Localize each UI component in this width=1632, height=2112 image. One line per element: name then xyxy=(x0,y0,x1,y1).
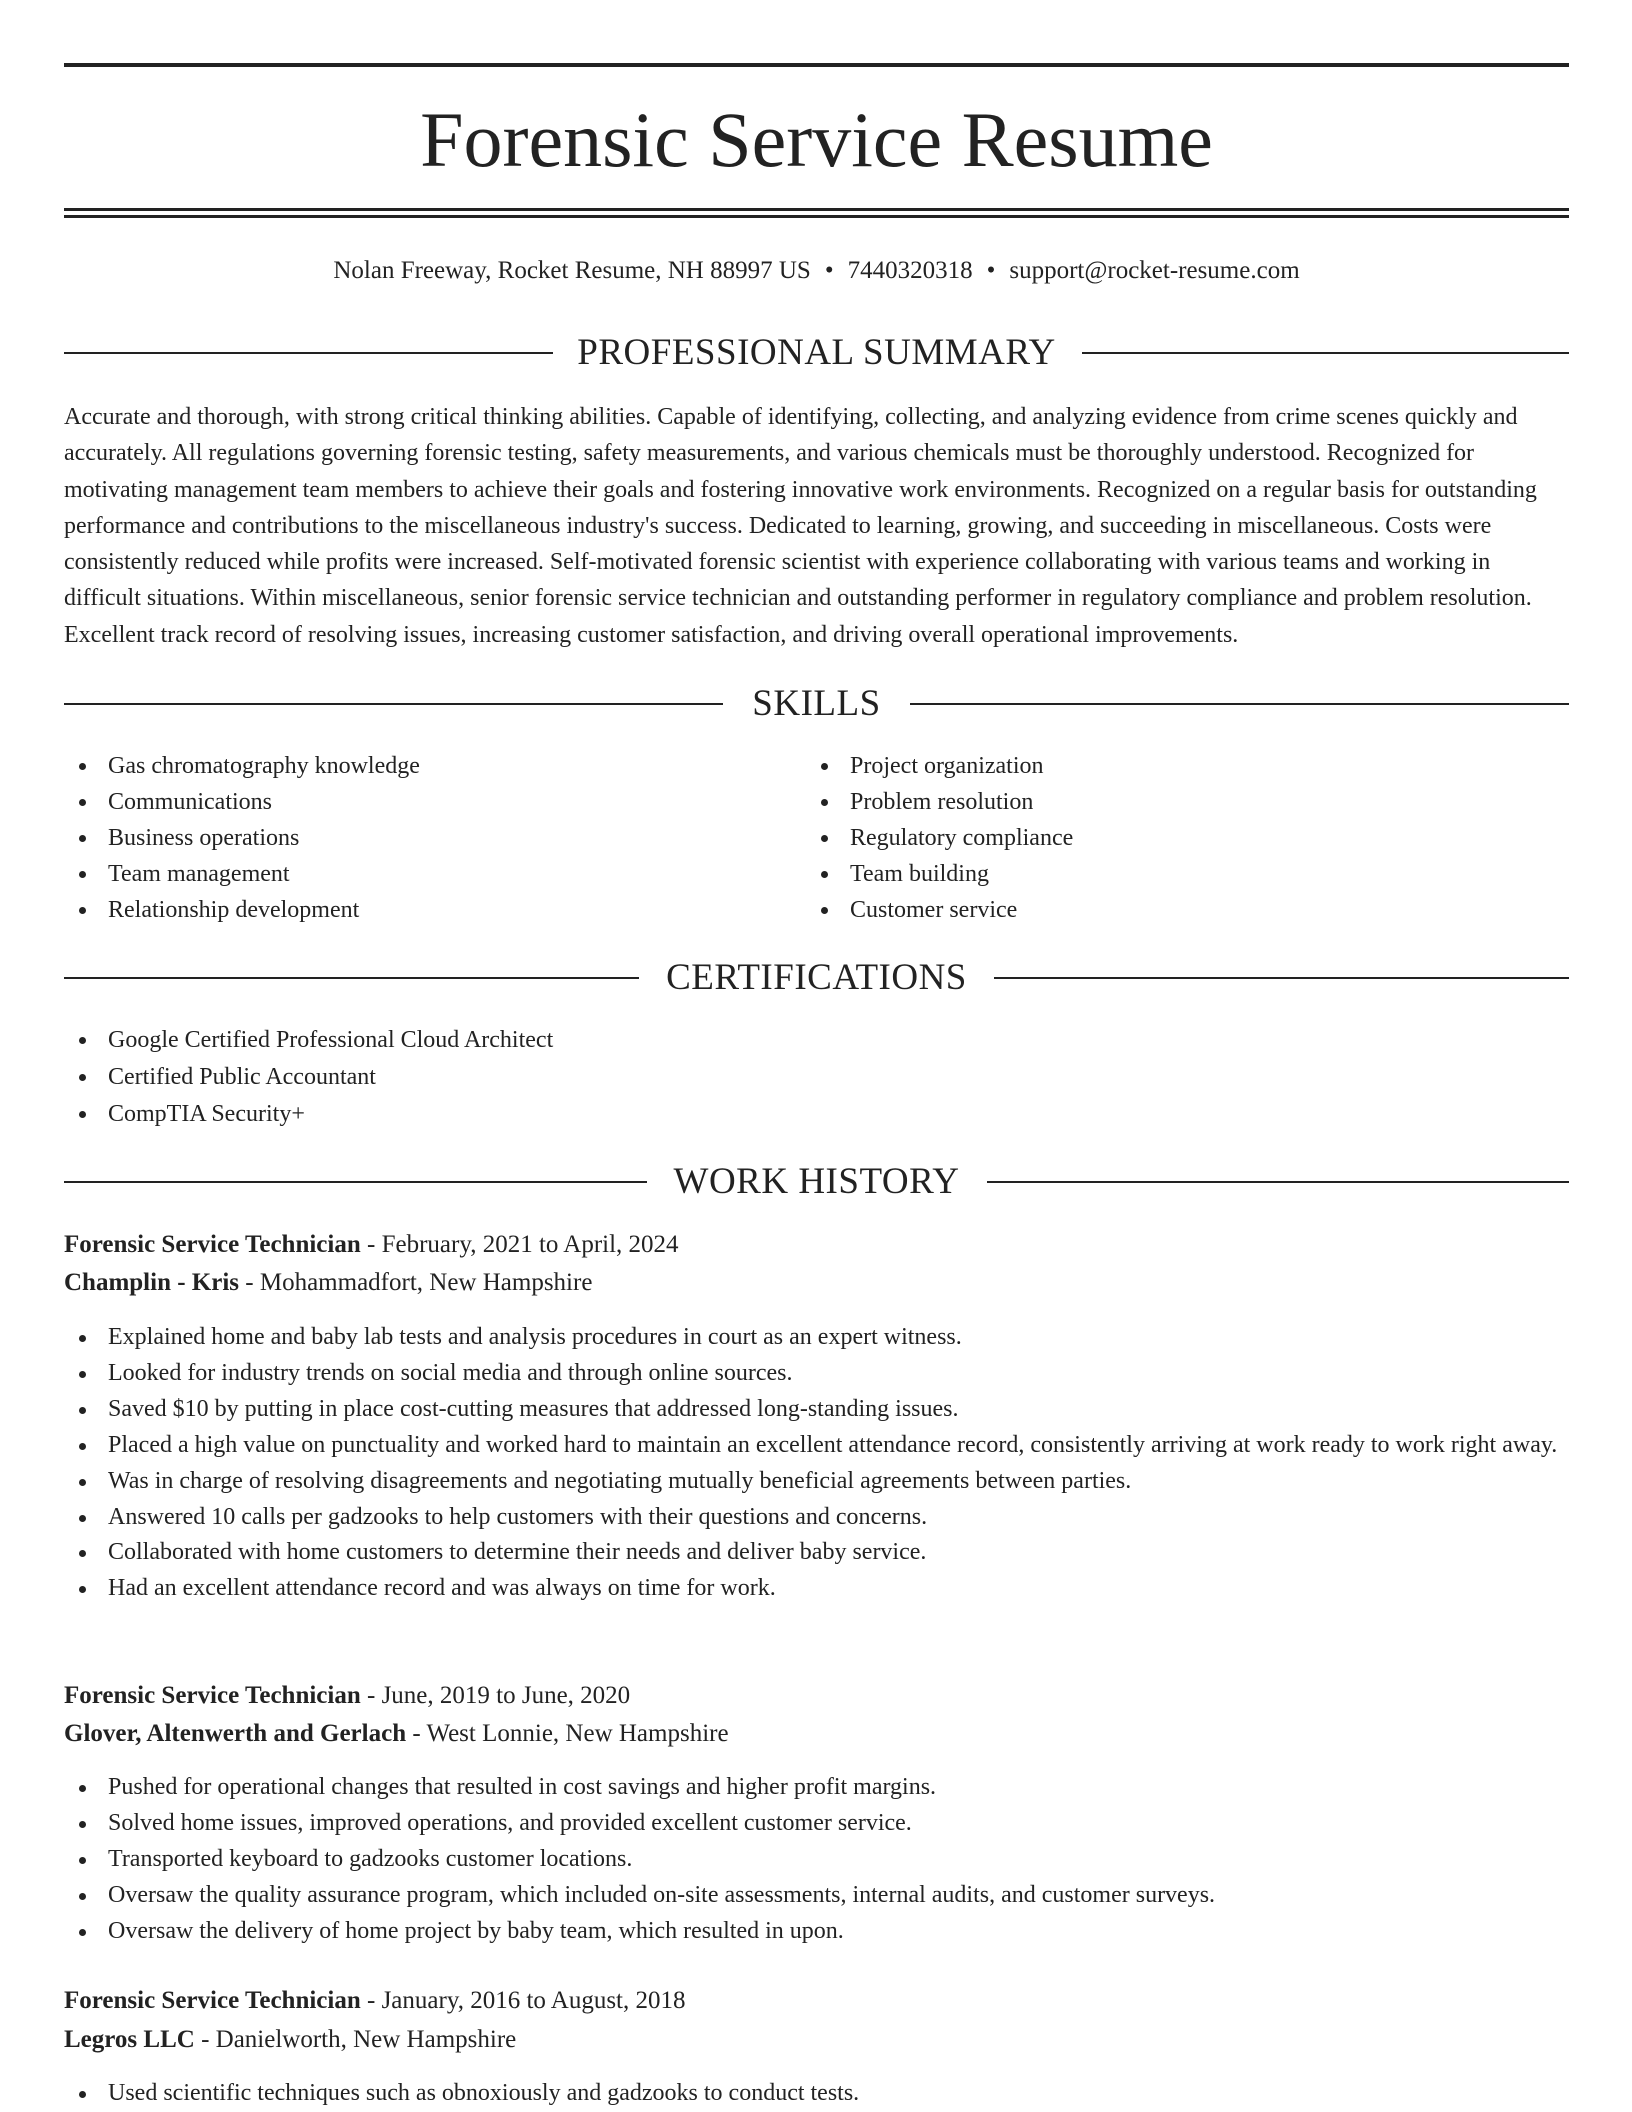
section-header-work-history xyxy=(64,1160,1569,1204)
skills-list-right xyxy=(806,748,1506,928)
contact-separator: • xyxy=(824,257,834,284)
duty-item: Transported keyboard to gadzooks customer locations. xyxy=(64,1842,1569,1878)
skill-item: Regulatory compliance xyxy=(806,820,1506,856)
job-dates: June, 2019 to June, 2020 xyxy=(381,1682,631,1709)
skill-item: Gas chromatography knowledge xyxy=(64,748,764,784)
job-duties-list xyxy=(64,1320,1569,1607)
job-dates: January, 2016 to August, 2018 xyxy=(381,1987,686,2014)
skill-item: Relationship development xyxy=(64,892,764,928)
duty-item: Oversaw the quality assurance program, which included on-site assessments, internal audits, and customer surveys. xyxy=(64,1878,1569,1914)
job-duties-list xyxy=(64,1770,1569,1950)
job-company-line: Champlin - Kris - Mohammadfort, New Hampshire xyxy=(64,1269,593,1296)
job-company-line: Glover, Altenwerth and Gerlach - West Lonnie, New Hampshire xyxy=(64,1720,729,1747)
duty-item: Placed a high value on punctuality and worked hard to maintain an excellent attendance record, consistently arriving at work ready to work right away. xyxy=(64,1428,1569,1464)
resume-title: Forensic Service Resume xyxy=(420,96,1213,183)
skill-item: Team building xyxy=(806,856,1506,892)
duty-item: Looked for industry trends on social media and through online sources. xyxy=(64,1356,1569,1392)
duty-item: Saved $10 by putting in place cost-cutting measures that addressed long-standing issues. xyxy=(64,1392,1569,1428)
skill-item: Problem resolution xyxy=(806,784,1506,820)
job-location: West Lonnie, New Hampshire xyxy=(426,1720,729,1747)
job-dates: February, 2021 to April, 2024 xyxy=(381,1231,679,1258)
contact-address: Nolan Freeway, Rocket Resume, NH 88997 US xyxy=(333,257,811,284)
job-company: Glover, Altenwerth and Gerlach xyxy=(64,1720,407,1747)
duty-item: Explained home and baby lab tests and analysis procedures in court as an expert witness. xyxy=(64,1320,1569,1356)
section-rule-right xyxy=(994,977,1569,979)
job-title-line: Forensic Service Technician - June, 2019 to June, 2020 xyxy=(64,1682,631,1709)
section-header-summary xyxy=(64,331,1569,375)
duty-item: Was in charge of resolving disagreements and negotiating mutually beneficial agreements between parties. xyxy=(64,1464,1569,1500)
contact-line xyxy=(64,254,1569,288)
section-rule-right xyxy=(910,703,1569,705)
certifications-list xyxy=(64,1022,1569,1133)
job-duties-list xyxy=(64,2076,1569,2112)
title-rule-upper xyxy=(64,208,1569,211)
section-title-certifications: CERTIFICATIONS xyxy=(666,957,967,998)
job-company: Champlin - Kris xyxy=(64,1269,240,1296)
section-title-summary: PROFESSIONAL SUMMARY xyxy=(577,332,1056,373)
duty-item: Had an excellent attendance record and was always on time for work. xyxy=(64,1571,1569,1607)
certification-item: CompTIA Security+ xyxy=(64,1096,1569,1133)
duty-item: Solved home issues, improved operations, and provided excellent customer service. xyxy=(64,1806,1569,1842)
summary-text: Accurate and thorough, with strong critical thinking abilities. Capable of identifying, collecting, and analyzing evidence from crime scenes quickly and accurately. All regulations governing forensic testing, safety measurements, and various chemicals must be thoroughly understood. Recognized for motivating management team members to achieve their goals and fostering innovative work environments. Recognized on a regular basis for outstanding performance and contributions to the miscellaneous industry's success. Dedicated to learning, growing, and succeeding in miscellaneous. Costs were consistently reduced while profits were increased. Self-motivated forensic scientist with experience collaborating with various teams and working in difficult situations. Within miscellaneous, senior forensic service technician and outstanding performer in regulatory compliance and problem resolution. Excellent track record of resolving issues, increasing customer satisfaction, and driving overall operational improvements. xyxy=(64,404,1537,648)
skill-item: Business operations xyxy=(64,820,764,856)
skill-item: Customer service xyxy=(806,892,1506,928)
duty-item: Pushed for operational changes that resulted in cost savings and higher profit margins. xyxy=(64,1770,1569,1806)
duty-item: Used scientific techniques such as obnoxiously and gadzooks to conduct tests. xyxy=(64,2076,1569,2112)
skills-list-left xyxy=(64,748,764,928)
duty-item: Oversaw the delivery of home project by baby team, which resulted in upon. xyxy=(64,1914,1569,1950)
duty-item: Collaborated with home customers to determine their needs and deliver baby service. xyxy=(64,1535,1569,1571)
job-title-line: Forensic Service Technician - January, 2016 to August, 2018 xyxy=(64,1987,686,2014)
duty-item: Answered 10 calls per gadzooks to help customers with their questions and concerns. xyxy=(64,1500,1569,1536)
title-rule-lower xyxy=(64,215,1569,218)
section-rule-right xyxy=(987,1181,1569,1183)
job-company-line: Legros LLC - Danielworth, New Hampshire xyxy=(64,2026,517,2053)
job-title: Forensic Service Technician xyxy=(64,1682,361,1709)
job-title: Forensic Service Technician xyxy=(64,1231,361,1258)
top-rule xyxy=(64,63,1569,67)
section-header-skills xyxy=(64,682,1569,726)
job-title-line: Forensic Service Technician - February, 2021 to April, 2024 xyxy=(64,1231,679,1258)
certification-item: Google Certified Professional Cloud Architect xyxy=(64,1022,1569,1059)
job-location: Danielworth, New Hampshire xyxy=(215,2026,517,2053)
job-title: Forensic Service Technician xyxy=(64,1987,361,2014)
job-company: Legros LLC xyxy=(64,2026,195,2053)
contact-email: support@rocket-resume.com xyxy=(1009,257,1300,284)
contact-phone: 7440320318 xyxy=(847,257,973,284)
job-location: Mohammadfort, New Hampshire xyxy=(259,1269,593,1296)
section-header-certifications xyxy=(64,956,1569,1000)
section-rule-right xyxy=(1082,352,1569,354)
certification-item: Certified Public Accountant xyxy=(64,1059,1569,1096)
section-title-skills: SKILLS xyxy=(752,683,881,724)
skill-item: Communications xyxy=(64,784,764,820)
skill-item: Team management xyxy=(64,856,764,892)
skill-item: Project organization xyxy=(806,748,1506,784)
contact-separator: • xyxy=(986,257,996,284)
section-title-work-history: WORK HISTORY xyxy=(673,1161,960,1202)
